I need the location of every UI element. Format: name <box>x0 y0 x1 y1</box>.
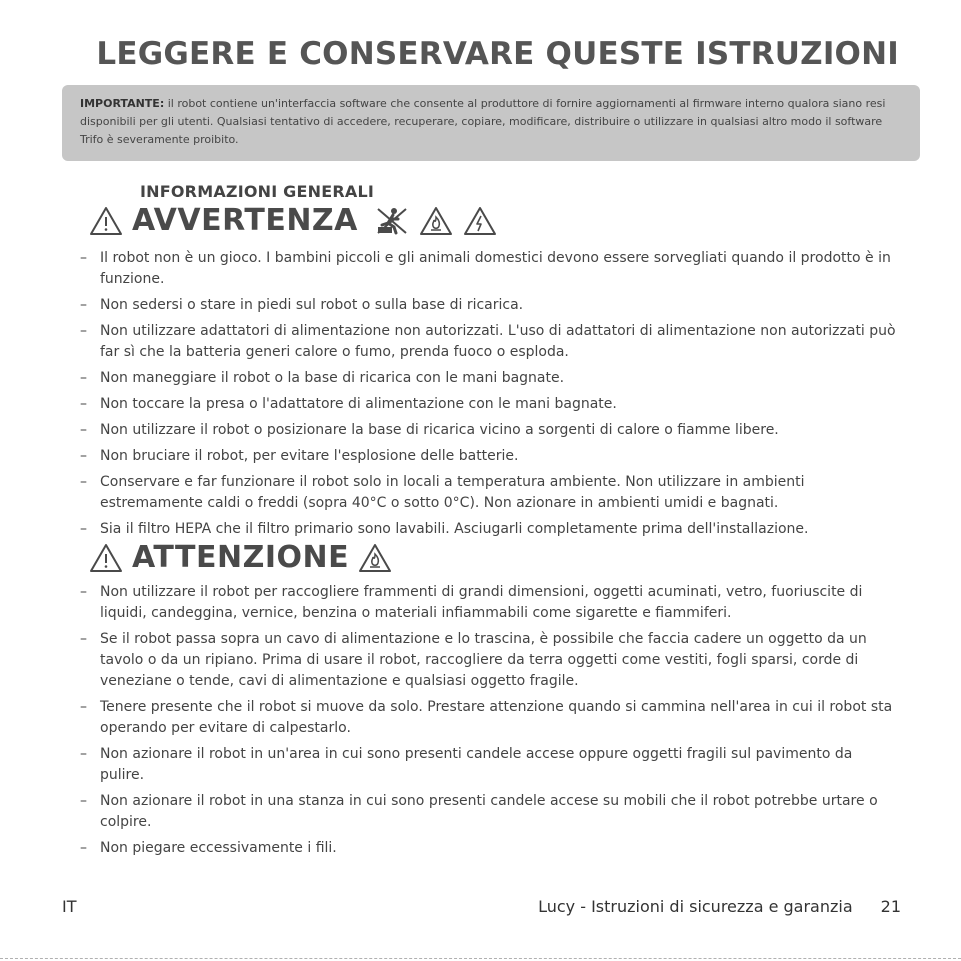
list-item: – Il robot non è un gioco. I bambini piccoli e gli animali domestici devono essere sorvegliati quando il prodotto è in funzione. <box>80 250 891 287</box>
important-notice <box>62 85 920 161</box>
warning-label: AVVERTENZA <box>132 203 358 238</box>
list-item: – Non azionare il robot in un'area in cui sono presenti candele accese oppure oggetti fragili sul pavimento da pulire. <box>80 746 853 783</box>
footer-language: IT <box>62 897 77 916</box>
warning-heading <box>88 203 498 238</box>
caution-label: ATTENZIONE <box>132 540 350 575</box>
list-item: – Non sedersi o stare in piedi sul robot o sulla base di ricarica. <box>80 297 524 313</box>
list-item: – Non bruciare il robot, per evitare l'esplosione delle batterie. <box>80 448 519 464</box>
important-label: IMPORTANTE: <box>80 97 165 110</box>
no-climbing-icon <box>374 205 410 237</box>
warning-triangle-icon <box>88 542 124 574</box>
page-number: 21 <box>880 897 901 916</box>
caution-heading <box>88 540 393 575</box>
section-heading: INFORMAZIONI GENERALI <box>140 182 375 201</box>
list-item: – Se il robot passa sopra un cavo di alimentazione e lo trascina, è possibile che faccia cadere un oggetto da un tavolo o da un ripiano. Prima di usare il robot, raccogliere da terra oggetti come vestiti, fogli sparsi, corde di veneziane o tende, cavi di alimentazione e qualsiasi oggetto fragile. <box>80 631 867 689</box>
list-item: – Conservare e far funzionare il robot solo in locali a temperatura ambiente. Non utilizzare in ambienti estremamente caldi o freddi (sopra 40°C o sotto 0°C). Non azionare in ambienti umidi e bagnati. <box>80 474 805 511</box>
list-item: – Non utilizzare adattatori di alimentazione non autorizzati. L'uso di adattatori di alimentazione non autorizzati può far sì che la batteria generi calore o fumo, prenda fuoco o esploda. <box>80 323 896 360</box>
list-item: – Non utilizzare il robot o posizionare la base di ricarica vicino a sorgenti di calore o fiamme libere. <box>80 422 779 438</box>
list-item: – Non toccare la presa o l'adattatore di alimentazione con le mani bagnate. <box>80 396 617 412</box>
fire-hazard-icon <box>357 542 393 574</box>
fire-hazard-icon <box>418 205 454 237</box>
page-title: LEGGERE E CONSERVARE QUESTE ISTRUZIONI <box>96 36 899 72</box>
list-item: – Non azionare il robot in una stanza in cui sono presenti candele accese su mobili che il robot potrebbe urtare o colpire. <box>80 793 878 830</box>
list-item: – Non maneggiare il robot o la base di ricarica con le mani bagnate. <box>80 370 565 386</box>
footer <box>538 897 901 916</box>
list-item: – Tenere presente che il robot si muove da solo. Prestare attenzione quando si cammina nell'area in cui il robot sta operando per evitare di calpestarlo. <box>80 699 893 736</box>
list-item: – Non utilizzare il robot per raccogliere frammenti di grandi dimensioni, oggetti acuminati, vetro, fuoriuscite di liquidi, candeggina, vernice, benzina o materiali infiammabili come sigarette e fiammiferi. <box>80 584 863 621</box>
list-item: – Non piegare eccessivamente i fili. <box>80 840 337 856</box>
warning-triangle-icon <box>88 205 124 237</box>
caution-list <box>80 582 900 864</box>
footer-doc-title: Lucy - Istruzioni di sicurezza e garanzia <box>538 897 853 916</box>
electric-hazard-icon <box>462 205 498 237</box>
important-text: il robot contiene un'interfaccia software che consente al produttore di fornire aggiornamenti al firmware interno qualora siano resi disponibili per gli utenti. Qualsiasi tentativo di accedere, recuperare, copiare, modificare, distribuire o utilizzare in qualsiasi altro modo il software Trifo è severamente proibito. <box>80 97 886 146</box>
list-item: – Sia il filtro HEPA che il filtro primario sono lavabili. Asciugarli completamente prima dell'installazione. <box>80 521 809 537</box>
crop-line <box>0 958 961 959</box>
warning-list <box>80 248 900 545</box>
